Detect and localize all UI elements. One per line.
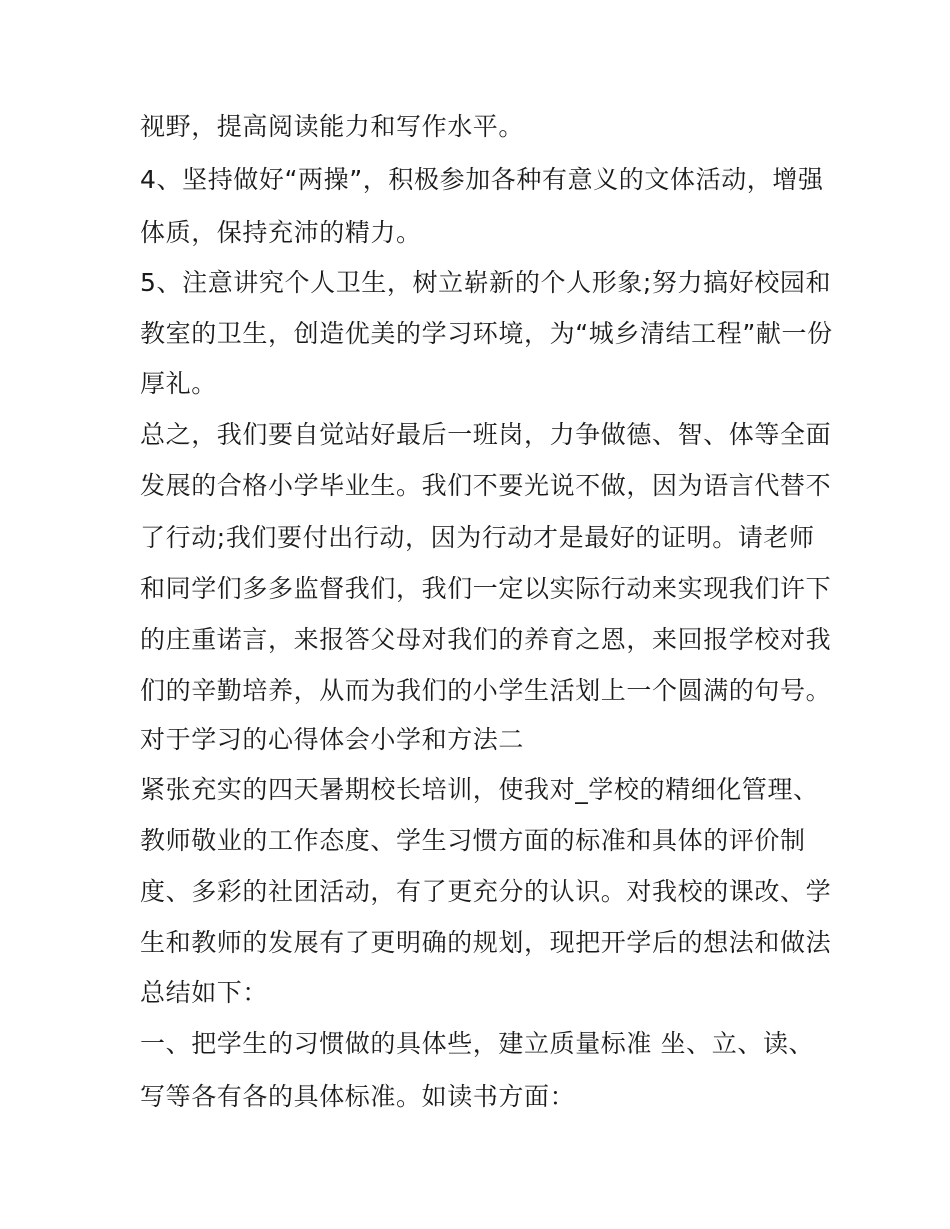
text-line: 们的辛勤培养，从而为我们的小学生活划上一个圆满的句号。	[140, 676, 832, 705]
text-line: 的庄重诺言，来报答父母对我们的养育之恩，来回报学校对我	[140, 625, 832, 654]
text-line: 厚礼。	[140, 369, 217, 398]
text-line: 和同学们多多监督我们，我们一定以实际行动来实现我们许下	[140, 574, 832, 603]
text-line: 总之，我们要自觉站好最后一班岗，力争做德、智、体等全面	[140, 420, 832, 449]
text-line: 写等各有各的具体标准。如读书方面：	[140, 1082, 576, 1111]
text-line: 一、把学生的习惯做的具体些，建立质量标准 坐、立、读、	[140, 1029, 815, 1058]
text-line: 5、注意讲究个人卫生，树立崭新的个人形象;努力搞好校园和	[140, 268, 832, 297]
text-line: 4、坚持做好“两操”，积极参加各种有意义的文体活动，增强	[140, 165, 824, 194]
text-line: 总结如下：	[140, 978, 269, 1007]
text-line: 生和教师的发展有了更明确的规划，现把开学后的想法和做法	[140, 928, 832, 957]
section-heading: 对于学习的心得体会小学和方法二	[140, 725, 525, 754]
text-line: 教室的卫生，创造优美的学习环境，为“城乡清结工程”献一份	[140, 319, 833, 348]
text-line: 发展的合格小学毕业生。我们不要光说不做，因为语言代替不	[140, 471, 832, 500]
text-line: 教师敬业的工作态度、学生习惯方面的标准和具体的评价制	[140, 826, 806, 855]
text-line: 了行动;我们要付出行动，因为行动才是最好的证明。请老师	[140, 523, 815, 552]
text-line: 体质，保持充沛的精力。	[140, 218, 422, 247]
text-line: 紧张充实的四天暑期校长培训，使我对_学校的精细化管理、	[140, 775, 819, 804]
text-line: 度、多彩的社团活动，有了更充分的认识。对我校的课改、学	[140, 877, 832, 906]
text-line: 视野，提高阅读能力和写作水平。	[140, 112, 525, 141]
